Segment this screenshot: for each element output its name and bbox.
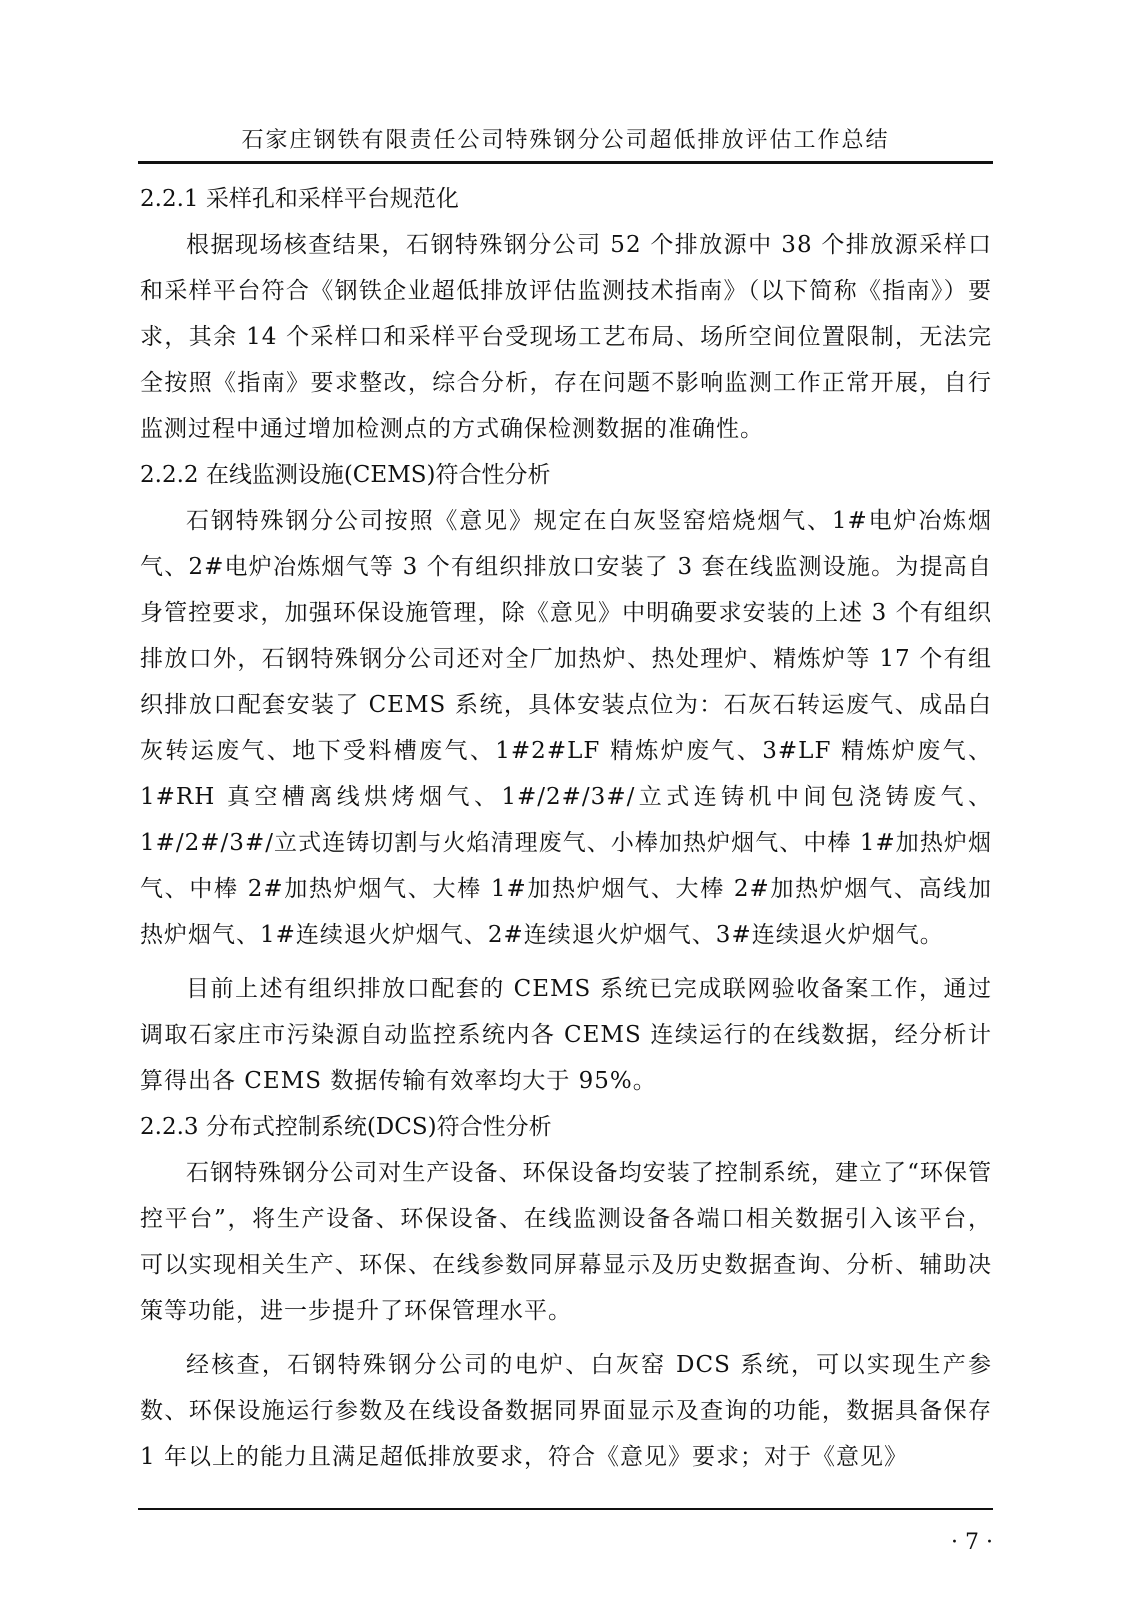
paragraph: 根据现场核查结果，石钢特殊钢分公司 52 个排放源中 38 个排放源采样口和采样平台符合《钢铁企业超低排放评估监测技术指南》（以下简称《指南》）要求，其余 14 个采样口和采样平台受现场工艺布局、场所空间位置限制，无法完全按照《指南》要求整改，综合分析，存在问题不影响监测工作正常开展，自行监测过程中通过增加检测点的方式确保检测数据的准确性。 — [140, 232, 992, 442]
paragraph: 目前上述有组织排放口配套的 CEMS 系统已完成联网验收备案工作，通过调取石家庄市污染源自动监控系统内各 CEMS 连续运行的在线数据，经分析计算得出各 CEMS 数据传输有效率均大于 95%。 — [140, 976, 992, 1094]
paragraph: 石钢特殊钢分公司对生产设备、环保设备均安装了控制系统，建立了“环保管控平台”，将生产设备、环保设备、在线监测设备各端口相关数据引入该平台，可以实现相关生产、环保、在线参数同屏幕显示及历史数据查询、分析、辅助决策等功能，进一步提升了环保管理水平。 — [140, 1160, 992, 1324]
footer-divider — [138, 1508, 993, 1510]
section-heading-2-2-1: 2.2.1 采样孔和采样平台规范化 — [140, 186, 459, 212]
paragraph: 经核查，石钢特殊钢分公司的电炉、白灰窑 DCS 系统，可以实现生产参数、环保设施运行参数及在线设备数据同界面显示及查询的功能，数据具备保存 1 年以上的能力且满足超低排放要求，符合《意见》要求；对于《意见》 — [140, 1352, 992, 1470]
section-heading-2-2-3: 2.2.3 分布式控制系统(DCS)符合性分析 — [140, 1114, 552, 1140]
document-body — [140, 176, 992, 1480]
header-divider — [138, 161, 993, 164]
paragraph: 石钢特殊钢分公司按照《意见》规定在白灰竖窑焙烧烟气、1#电炉冶炼烟气、2#电炉冶炼烟气等 3 个有组织排放口安装了 3 套在线监测设施。为提高自身管控要求，加强环保设施管理，除《意见》中明确要求安装的上述 3 个有组织排放口外，石钢特殊钢分公司还对全厂加热炉、热处理炉、精炼炉等 17 个有组织排放口配套安装了 CEMS 系统，具体安装点位为：石灰石转运废气、成品白灰转运废气、地下受料槽废气、1#2#LF 精炼炉废气、3#LF 精炼炉废气、1#RH 真空槽离线烘烤烟气、1#/2#/3#/立式连铸机中间包浇铸废气、1#/2#/3#/立式连铸切割与火焰清理废气、小棒加热炉烟气、中棒 1#加热炉烟气、中棒 2#加热炉烟气、大棒 1#加热炉烟气、大棒 2#加热炉烟气、高线加热炉烟气、1#连续退火炉烟气、2#连续退火炉烟气、3#连续退火炉烟气。 — [140, 508, 992, 948]
page-header-title: 石家庄钢铁有限责任公司特殊钢分公司超低排放评估工作总结 — [241, 128, 890, 153]
section-heading-2-2-2: 2.2.2 在线监测设施(CEMS)符合性分析 — [140, 462, 551, 488]
page-number: · 7 · — [951, 1530, 993, 1555]
